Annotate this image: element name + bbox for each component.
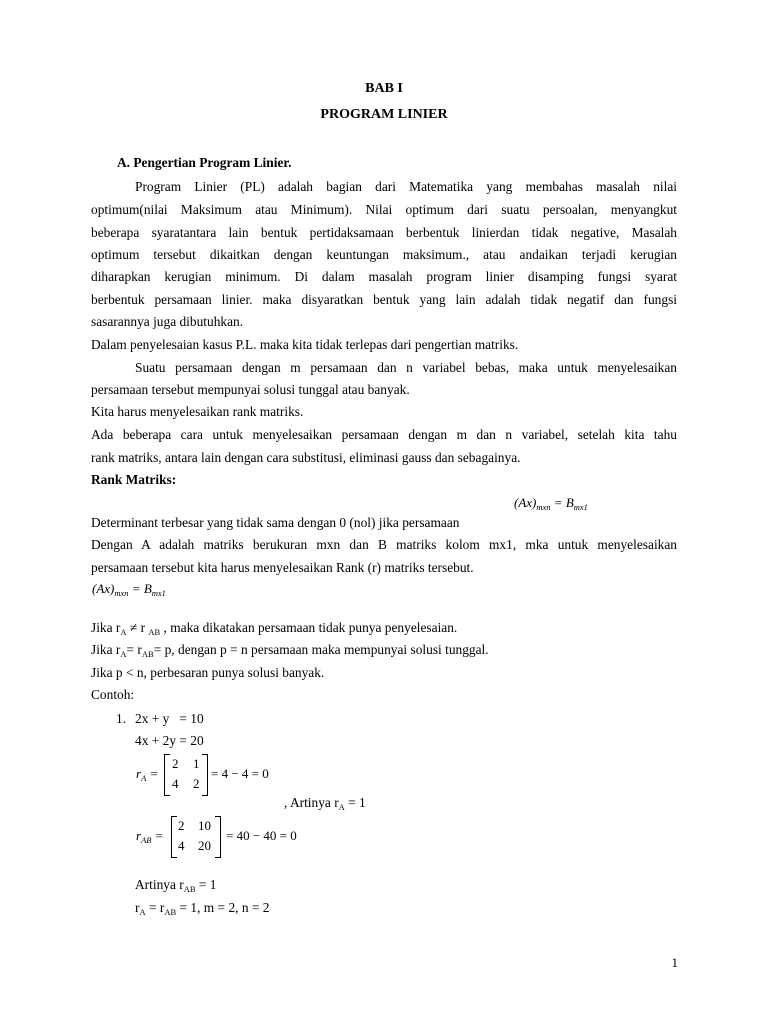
paragraph-line: optimum tersebut dikaitkan dengan keuntungan maksimum., atau andaikan terjadi kerugian	[91, 247, 677, 262]
condition-line: Jika p < n, perbesaran punya solusi banyak.	[91, 665, 325, 680]
matrix-ab-result: = 40 − 40 = 0	[226, 828, 297, 843]
paragraph-line: rank matriks, antara lain dengan cara substitusi, eliminasi gauss dan sebagainya.	[91, 450, 521, 465]
rank-heading: Rank Matriks:	[91, 472, 177, 487]
paragraph-line: Ada beberapa cara untuk menyelesaikan persamaan dengan m dan n variabel, setelah kita tahu	[91, 427, 677, 442]
paragraph-line: berbentuk persamaan linier. maka disyaratkan bentuk yang lain adalah tidak negatif dan fungsi	[91, 292, 677, 307]
rank-ab-label: $r_{AB}$ =	[136, 828, 164, 845]
paragraph-line: optimum(nilai Maksimum atau Minimum). Nilai optimum dari suatu persoalan, menyangkut	[91, 202, 677, 217]
paragraph-line: Dengan A adalah matriks berukuran mxn dan B matriks kolom mx1, mka untuk menyelesaikan	[91, 537, 677, 552]
conclusion-line: $r_A = r_{AB} = 1$, m = 2, n = 2	[135, 900, 270, 917]
paragraph-line: diharapkan kerugian minimum. Di dalam masalah program linier disamping fungsi syarat	[91, 269, 677, 284]
rank-formula-inline: $(Ax)_{mxn} = B_{mx1}$	[92, 581, 166, 598]
paragraph-line: Dalam penyelesaian kasus P.L. maka kita tidak terlepas dari pengertian matriks.	[91, 337, 519, 352]
paragraph-line: sasarannya juga dibutuhkan.	[91, 314, 244, 329]
chapter-label: BAB I	[365, 81, 403, 96]
paragraph-line: Program Linier (PL) adalah bagian dari Matematika yang membahas masalah nilai	[135, 179, 677, 194]
rank-formula: $(Ax)_{mxn} = B_{mx1}$	[514, 495, 588, 512]
matrix-a-result: = 4 − 4 = 0	[211, 766, 269, 781]
paragraph-line: Kita harus menyelesaikan rank matriks.	[91, 404, 304, 419]
equation-line: 4x + 2y = 20	[135, 733, 204, 748]
paragraph-line: Determinant terbesar yang tidak sama dengan 0 (nol) jika persamaan	[91, 515, 460, 530]
paragraph-line: persamaan tersebut mempunyai solusi tunggal atau banyak.	[91, 382, 410, 397]
page-title: PROGRAM LINIER	[320, 107, 448, 122]
page-number: 1	[671, 955, 678, 970]
condition-line: Jika $r_A= r_{AB}= p$, dengan p = n persamaan maka mempunyai solusi tunggal.	[91, 642, 489, 659]
equation-line: 2x + y = 10	[135, 711, 204, 726]
matrix-a: 2 1 4 2	[164, 754, 210, 796]
section-heading: A. Pengertian Program Linier.	[117, 155, 292, 170]
condition-line: Jika $r_A \ne r$ $_{AB}$ , maka dikatakan persamaan tidak punya penyelesaian.	[91, 620, 458, 637]
rank-a-meaning: , Artinya $r_A = 1$	[284, 795, 366, 812]
example-label: Contoh:	[91, 687, 135, 702]
paragraph-line: Suatu persamaan dengan m persamaan dan n variabel bebas, maka untuk menyelesaikan	[135, 360, 677, 375]
rank-ab-meaning: Artinya $r_{AB} = 1$	[135, 877, 217, 894]
list-number: 1.	[116, 711, 127, 726]
matrix-ab: 2 10 4 20	[171, 816, 223, 858]
paragraph-line: persamaan tersebut kita harus menyelesaikan Rank (r) matriks tersebut.	[91, 560, 474, 575]
rank-a-label: $r_A$ =	[136, 766, 159, 783]
paragraph-line: beberapa syaratantara lain bentuk pertidaksamaan berbentuk linierdan tidak negative, Masalah	[91, 225, 677, 240]
